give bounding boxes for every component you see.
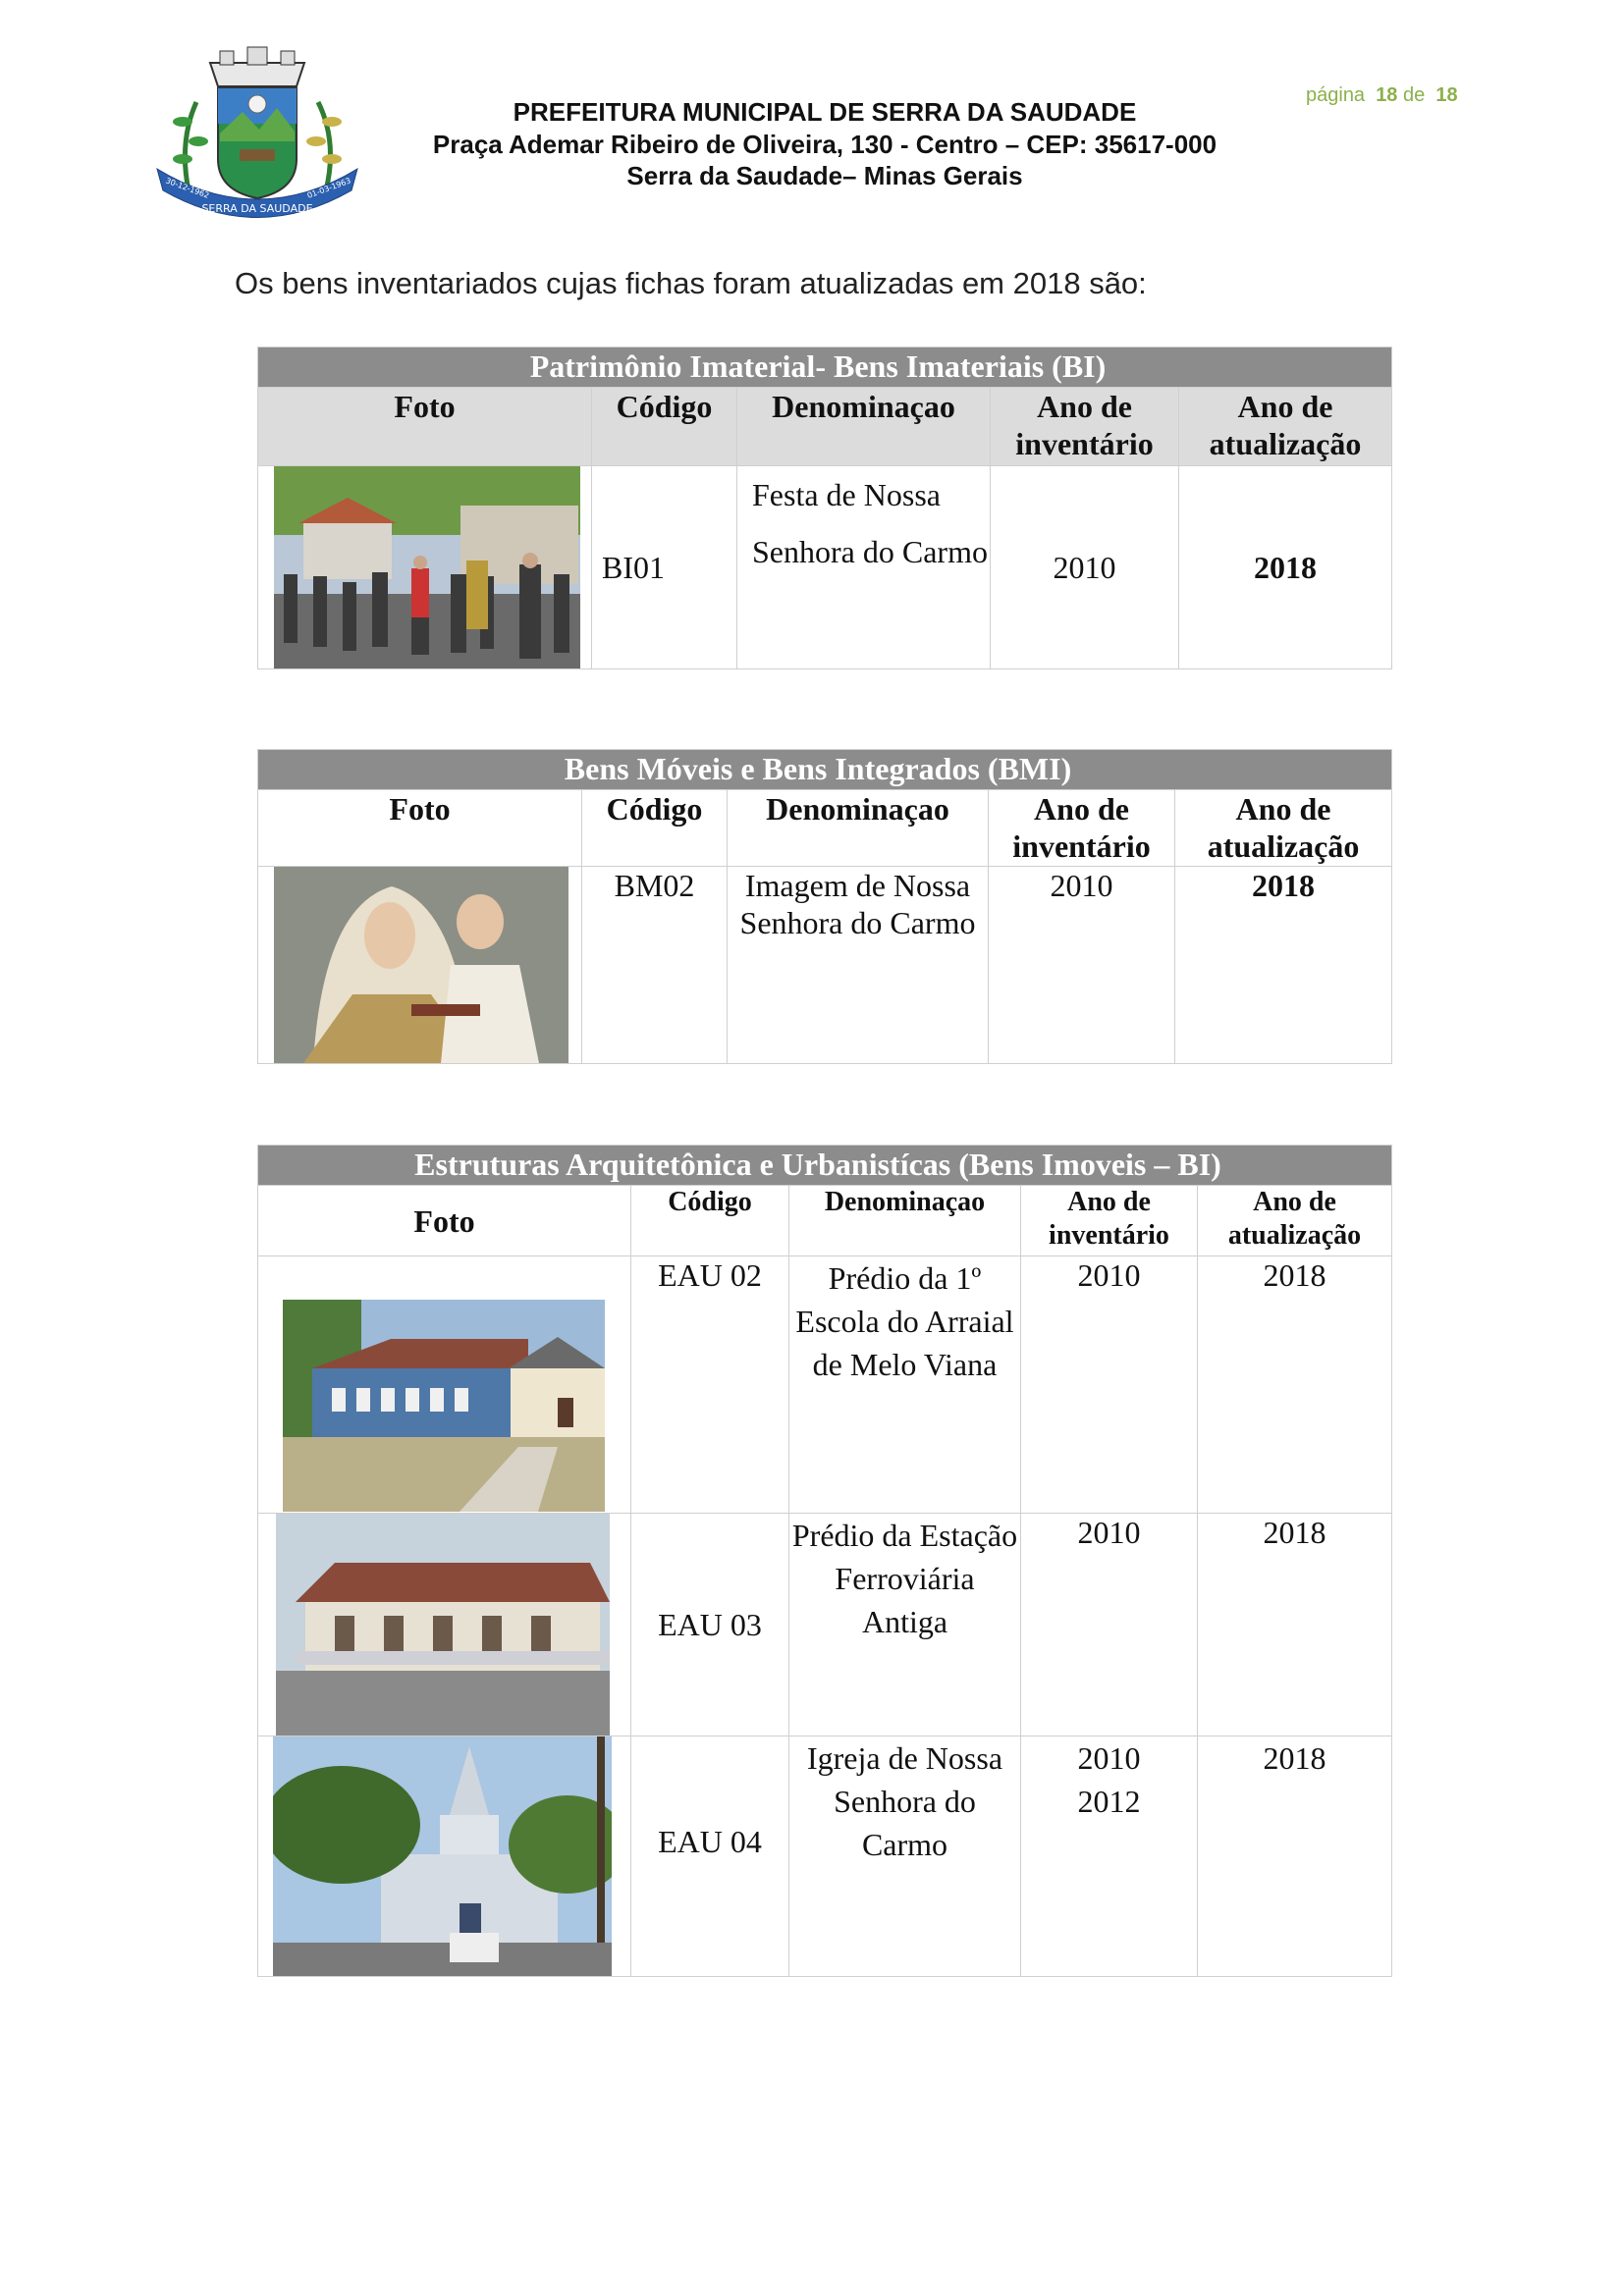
update-year-cell: 2018 bbox=[1198, 1256, 1392, 1514]
header-address: Praça Ademar Ribeiro de Oliveira, 130 - Centro – CEP: 35617-000 bbox=[432, 130, 1217, 159]
column-header-name: Denominaçao bbox=[737, 388, 991, 466]
name-cell: Prédio da 1º Escola do Arraial de Melo Viana bbox=[789, 1256, 1021, 1514]
page-current: 18 bbox=[1376, 84, 1398, 106]
column-header-code: Código bbox=[582, 790, 728, 867]
inventory-year-2: 2012 bbox=[1077, 1784, 1141, 1819]
inventory-year-1: 2010 bbox=[1077, 1740, 1141, 1776]
table-row bbox=[258, 867, 1392, 1064]
photo-cell bbox=[258, 1256, 631, 1514]
column-header-inventory-year: Ano de inventário bbox=[989, 790, 1175, 867]
table-row bbox=[258, 1514, 1392, 1736]
code-cell: BM02 bbox=[582, 867, 728, 1064]
intro-sentence: Os bens inventariados cujas fichas foram atualizadas em 2018 são: bbox=[235, 266, 1147, 300]
logo-date-left: 30-12-1962 bbox=[164, 176, 211, 200]
column-header-code: Código bbox=[592, 388, 737, 466]
table-title: Estruturas Arquitetônica e Urbanistícas (Bens Imoveis – BI) bbox=[258, 1146, 1392, 1186]
inventory-year-cell: 2010 bbox=[989, 867, 1175, 1064]
municipal-coat-of-arms-logo bbox=[149, 43, 365, 218]
page-label: página bbox=[1306, 84, 1366, 106]
update-year-cell: 2018 bbox=[1175, 867, 1392, 1064]
header-title: PREFEITURA MUNICIPAL DE SERRA DA SAUDADE bbox=[513, 97, 1137, 127]
update-year-cell: 2018 bbox=[1198, 1736, 1392, 1977]
column-header-code: Código bbox=[631, 1186, 789, 1256]
photo-cell bbox=[258, 867, 582, 1064]
code-cell: EAU 03 bbox=[631, 1514, 789, 1736]
table-immaterial-heritage bbox=[257, 347, 1392, 669]
header-city: Serra da Saudade– Minas Gerais bbox=[626, 161, 1023, 190]
name-cell: Prédio da Estação Ferroviária Antiga bbox=[789, 1514, 1021, 1736]
table-title: Bens Móveis e Bens Integrados (BMI) bbox=[258, 750, 1392, 790]
school-building-photo bbox=[283, 1300, 605, 1512]
logo-ribbon-text: SERRA DA SAUDADE bbox=[201, 202, 313, 215]
church-photo bbox=[273, 1736, 612, 1976]
name-cell: Festa de Nossa Senhora do Carmo bbox=[737, 466, 991, 669]
code-cell: BI01 bbox=[592, 466, 737, 669]
update-year-cell: 2018 bbox=[1179, 466, 1392, 669]
table-row bbox=[258, 1256, 1392, 1514]
column-header-update-year: Ano de atualização bbox=[1198, 1186, 1392, 1256]
photo-cell bbox=[258, 1736, 631, 1977]
page-total: 18 bbox=[1435, 84, 1458, 106]
inventory-year-cell: 2010 bbox=[1021, 1256, 1198, 1514]
name-cell: Imagem de Nossa Senhora do Carmo bbox=[728, 867, 989, 1064]
name-cell: Igreja de Nossa Senhora do Carmo bbox=[789, 1736, 1021, 1977]
festival-procession-photo bbox=[274, 466, 580, 668]
photo-cell bbox=[258, 466, 592, 669]
column-header-photo: Foto bbox=[258, 388, 592, 466]
inventory-year-cell bbox=[1021, 1736, 1198, 1977]
update-year-cell: 2018 bbox=[1198, 1514, 1392, 1736]
photo-cell bbox=[258, 1514, 631, 1736]
column-header-photo: Foto bbox=[258, 790, 582, 867]
table-row bbox=[258, 1736, 1392, 1977]
railway-station-photo bbox=[276, 1514, 610, 1735]
table-movable-assets bbox=[257, 749, 1392, 1064]
code-cell: EAU 04 bbox=[631, 1736, 789, 1977]
table-row bbox=[258, 466, 1392, 669]
inventory-year-cell: 2010 bbox=[1021, 1514, 1198, 1736]
code-cell: EAU 02 bbox=[631, 1256, 789, 1514]
column-header-inventory-year: Ano de inventário bbox=[991, 388, 1179, 466]
column-header-inventory-year: Ano de inventário bbox=[1021, 1186, 1198, 1256]
table-architectural-structures bbox=[257, 1145, 1392, 1977]
table-title: Patrimônio Imaterial- Bens Imateriais (BI) bbox=[258, 347, 1392, 388]
column-header-photo: Foto bbox=[258, 1186, 631, 1256]
logo-date-right: 01-03-1963 bbox=[305, 176, 352, 200]
inventory-year-cell: 2010 bbox=[991, 466, 1179, 669]
saint-statue-photo bbox=[274, 867, 568, 1063]
column-header-update-year: Ano de atualização bbox=[1179, 388, 1392, 466]
page-of: de bbox=[1403, 84, 1426, 106]
column-header-name: Denominaçao bbox=[789, 1186, 1021, 1256]
page-counter bbox=[1306, 84, 1458, 107]
column-header-update-year: Ano de atualização bbox=[1175, 790, 1392, 867]
column-header-name: Denominaçao bbox=[728, 790, 989, 867]
